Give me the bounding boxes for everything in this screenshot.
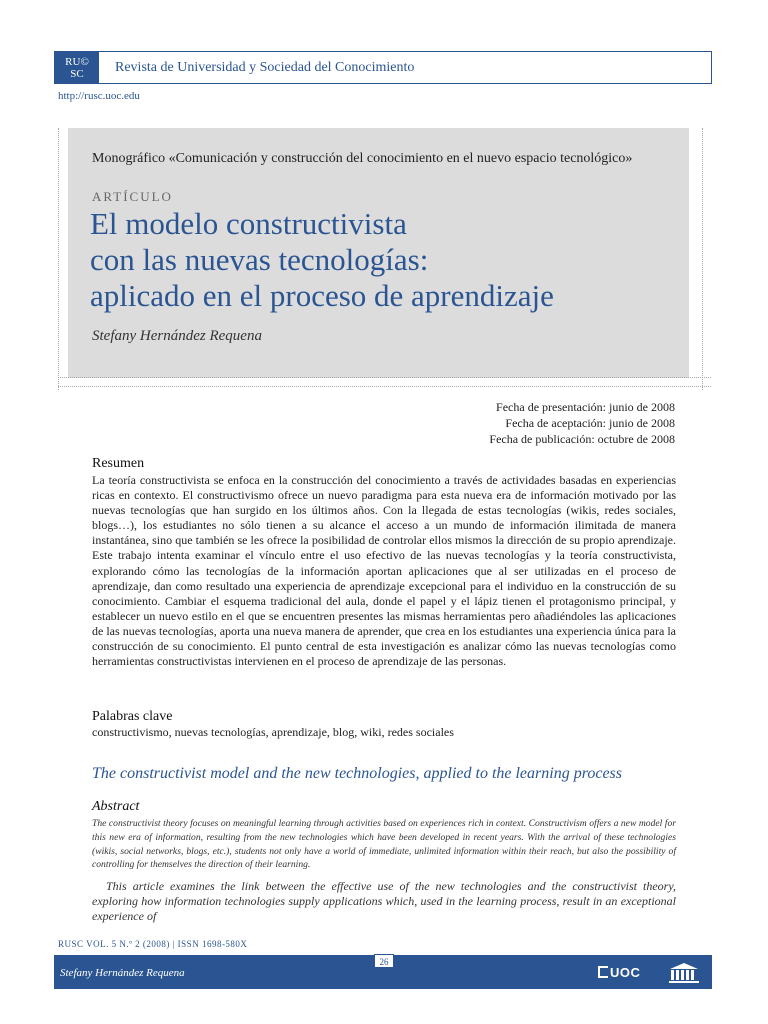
dotted-rule-bottom2	[58, 386, 711, 387]
logo-text-bottom: SC	[70, 68, 84, 80]
rusc-logo	[55, 52, 99, 83]
abstract-paragraph-1: The constructivist theory focuses on meaningful learning through activities based on experiences rich in context. Constructivism offers a new model for this new era of information, resulting from the new technologies which have been developed in recent years. With the arrival of these technologies (wikis, social networks, blogs, etc.), students not only have a world of immediate, unlimited information within their reach, but also the possibility of controlling for themselves the direction of their learning.	[92, 818, 676, 871]
title-line: con las nuevas tecnologías:	[90, 242, 429, 277]
title-line: aplicado en el proceso de aprendizaje	[90, 278, 554, 313]
resumen-text: La teoría constructivista se enfoca en la construcción del conocimiento a través de actividades basadas en experiencias ricas en contexto. El constructivismo ofrece un nuevo paradigma para esta nueva era de información motivado por las nuevas tecnologías que han surgido en los últimos años. Con la llegada de estas tecnologías (wikis, redes sociales, blogs…), los estudiantes no sólo tienen a su alcance el acceso a un mundo de información ilimitada de manera instantánea, sino que también se les ofrece la posibilidad de controlar ellos mismos la dirección de su propio aprendizaje. Este trabajo intenta examinar el vínculo entre el uso efectivo de las nuevas tecnologías y la teoría constructivista, explorando cómo las tecnologías de la información aportan aplicaciones que al ser utilizadas en el proceso de aprendizaje, dan como resultado una experiencia de aprendizaje excepcional para el individuo en la construcción de su conocimiento. Cambiar el esquema tradicional del aula, donde el papel y el lápiz tienen el protagonismo principal, y establecer un nuevo estilo en el que se encuentren presentes las mismas herramientas pero añadiéndoles las aplicaciones de las nuevas tecnologías, aporta una nueva manera de aprender, que crea en los estudiantes una experiencia única para la construcción de su conocimiento. El punto central de esta investigación es analizar cómo las nuevas tecnologías como herramientas constructivistas intervienen en el proceso de aprendizaje de las personas.	[92, 473, 676, 669]
journal-title: Revista de Universidad y Sociedad del Conocimiento	[115, 60, 415, 75]
citation-line: RUSC VOL. 5 N.º 2 (2008) | ISSN 1698-580X	[58, 939, 248, 949]
uoc-logo-mark	[598, 966, 608, 978]
footer-author: Stefany Hernández Requena	[60, 967, 185, 979]
date-published: Fecha de publicación: octubre de 2008	[489, 432, 675, 446]
article-label: ARTÍCULO	[92, 189, 173, 204]
logo-text-top: RU©	[65, 56, 89, 68]
resumen-heading: Resumen	[92, 456, 145, 471]
monographic-title: Monográfico «Comunicación y construcción del conocimiento en el nuevo espacio tecnológico»	[92, 151, 633, 166]
dotted-rule-right	[702, 128, 703, 390]
article-title	[90, 206, 690, 314]
dotted-rule-left	[58, 128, 59, 390]
uoc-logo-text: UOC	[610, 965, 641, 980]
keywords-text: constructivismo, nuevas tecnologías, aprendizaje, blog, wiki, redes sociales	[92, 725, 454, 739]
uoc-logo	[598, 965, 650, 981]
english-title: The constructivist model and the new technologies, applied to the learning process	[92, 765, 622, 782]
title-line: El modelo constructivista	[90, 206, 407, 241]
journal-header	[54, 51, 712, 84]
date-submitted: Fecha de presentación: junio de 2008	[496, 400, 675, 414]
dotted-rule-bottom	[58, 377, 711, 378]
date-accepted: Fecha de aceptación: junio de 2008	[505, 416, 675, 430]
page-number: 26	[374, 954, 394, 968]
unesco-temple-icon	[668, 962, 700, 984]
article-author: Stefany Hernández Requena	[92, 328, 262, 344]
journal-url[interactable]: http://rusc.uoc.edu	[58, 90, 140, 102]
keywords-heading: Palabras clave	[92, 709, 173, 724]
publication-dates	[489, 399, 675, 447]
abstract-heading: Abstract	[92, 799, 140, 814]
abstract-paragraph-2: This article examines the link between the effective use of the new technologies and the constructivist theory, exploring how information technologies supply applications which, used in the learning process, result in an exceptional experience of	[92, 879, 676, 923]
